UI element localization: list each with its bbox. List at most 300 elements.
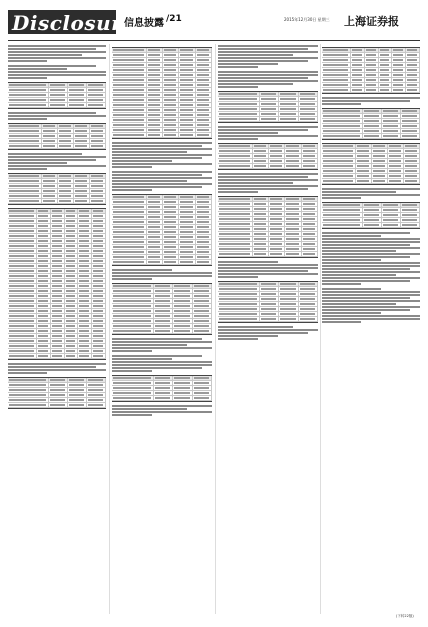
table-cell <box>351 83 365 87</box>
table-cell <box>388 174 404 178</box>
table-cell <box>392 88 406 92</box>
table-cell <box>379 73 393 77</box>
table-cell <box>388 169 404 173</box>
table-cell <box>365 48 379 52</box>
table-cell <box>49 88 68 92</box>
table-cell <box>8 174 42 178</box>
table-cell <box>78 294 92 298</box>
text-line <box>8 153 82 155</box>
table-cell <box>112 123 147 127</box>
text-line <box>218 173 318 175</box>
table-cell <box>279 112 298 116</box>
table-cell <box>147 118 163 122</box>
table-cell <box>379 88 393 92</box>
table-cell <box>65 234 79 238</box>
table-cell <box>78 219 92 223</box>
table-cell <box>379 58 393 62</box>
table-cell <box>279 92 298 96</box>
table-cell <box>37 264 51 268</box>
data-table <box>112 375 212 402</box>
table-cell <box>269 197 285 201</box>
table-cell <box>179 98 195 102</box>
table-cell <box>65 249 79 253</box>
text-line <box>112 347 212 349</box>
table-cell <box>193 329 212 333</box>
data-table <box>218 143 318 170</box>
table-cell <box>154 294 173 298</box>
table-cell <box>299 282 318 286</box>
table-cell <box>92 279 106 283</box>
text-line <box>112 350 152 352</box>
table-cell <box>37 224 51 228</box>
table-cell <box>154 391 173 395</box>
table-cell <box>302 212 318 216</box>
table-cell <box>147 123 163 127</box>
table-cell <box>218 237 253 241</box>
text-line <box>322 188 420 190</box>
table-cell <box>65 309 79 313</box>
table-cell <box>163 98 179 102</box>
table-cell <box>196 63 212 67</box>
table-cell <box>196 215 212 219</box>
table-cell <box>196 73 212 77</box>
table-cell <box>78 289 92 293</box>
table-cell <box>112 255 147 259</box>
continued-note: (下转22版) <box>396 614 414 618</box>
table-cell <box>372 154 388 158</box>
table-cell <box>173 391 192 395</box>
table-cell <box>163 58 179 62</box>
table-cell <box>260 297 279 301</box>
table-cell <box>8 304 37 308</box>
table-cell <box>49 388 68 392</box>
table-cell <box>112 235 147 239</box>
table-cell <box>401 208 420 212</box>
table-cell <box>112 260 147 264</box>
table-cell <box>147 108 163 112</box>
table-cell <box>163 83 179 87</box>
table-cell <box>112 289 154 293</box>
text-line <box>322 306 420 308</box>
text-line <box>218 77 308 79</box>
table-cell <box>49 83 68 87</box>
table-cell <box>112 250 147 254</box>
table-cell <box>147 195 163 199</box>
table-cell <box>285 252 301 256</box>
table-cell <box>147 83 163 87</box>
text-line <box>218 71 318 73</box>
table-cell <box>260 312 279 316</box>
table-cell <box>42 174 58 178</box>
text-line <box>112 145 202 147</box>
table-cell <box>65 324 79 328</box>
table-cell <box>392 58 406 62</box>
table-cell <box>365 73 379 77</box>
table-cell <box>351 58 365 62</box>
table-cell <box>322 218 363 222</box>
data-table <box>218 281 318 323</box>
table-cell <box>58 144 74 148</box>
text-line <box>322 265 420 267</box>
table-cell <box>351 48 365 52</box>
table-cell <box>147 260 163 264</box>
table-cell <box>379 78 393 82</box>
table-cell <box>269 207 285 211</box>
table-cell <box>37 239 51 243</box>
table-cell <box>196 250 212 254</box>
table-cell <box>51 339 65 343</box>
text-line <box>8 168 47 170</box>
table-cell <box>388 159 404 163</box>
table-cell <box>279 292 298 296</box>
table-cell <box>68 88 87 92</box>
table-cell <box>401 109 420 113</box>
table-cell <box>218 207 253 211</box>
table-cell <box>37 294 51 298</box>
text-line <box>218 66 258 68</box>
table-cell <box>49 103 68 107</box>
table-cell <box>37 209 51 213</box>
table-cell <box>51 294 65 298</box>
table-cell <box>147 245 163 249</box>
text-line <box>218 83 293 85</box>
table-cell <box>8 403 49 407</box>
table-cell <box>68 93 87 97</box>
table-cell <box>196 210 212 214</box>
table-cell <box>179 220 195 224</box>
table-cell <box>74 189 90 193</box>
table-cell <box>8 289 37 293</box>
disclosure-banner <box>8 10 136 35</box>
table-cell <box>299 112 318 116</box>
text-line <box>218 338 258 340</box>
table-cell <box>37 299 51 303</box>
table-cell <box>37 309 51 313</box>
table-cell <box>78 214 92 218</box>
table-cell <box>196 205 212 209</box>
text-line <box>218 185 318 187</box>
table-cell <box>112 304 154 308</box>
table-cell <box>37 269 51 273</box>
column-divider <box>215 44 216 614</box>
text-line <box>8 74 106 76</box>
text-line <box>112 183 212 185</box>
table-cell <box>260 97 279 101</box>
data-table <box>322 47 420 94</box>
table-cell <box>8 83 49 87</box>
text-line <box>8 68 67 70</box>
table-cell <box>112 128 147 132</box>
table-cell <box>372 159 388 163</box>
text-line <box>218 335 278 337</box>
table-cell <box>269 212 285 216</box>
table-cell <box>392 48 406 52</box>
text-line <box>112 405 212 407</box>
table-cell <box>74 199 90 203</box>
text-line <box>218 191 258 193</box>
text-line <box>322 232 410 234</box>
text-line <box>112 189 152 191</box>
table-cell <box>74 134 90 138</box>
table-cell <box>37 354 51 358</box>
table-cell <box>392 53 406 57</box>
table-cell <box>269 222 285 226</box>
table-cell <box>401 223 420 227</box>
table-cell <box>8 309 37 313</box>
table-cell <box>404 159 420 163</box>
table-cell <box>218 197 253 201</box>
table-cell <box>154 329 173 333</box>
table-row <box>8 199 106 204</box>
table-cell <box>302 154 318 158</box>
table-cell <box>302 222 318 226</box>
table-cell <box>112 225 147 229</box>
table-cell <box>173 294 192 298</box>
data-table <box>8 82 106 109</box>
table-cell <box>193 386 212 390</box>
table-cell <box>74 184 90 188</box>
table-cell <box>112 68 147 72</box>
table-cell <box>163 225 179 229</box>
table-cell <box>173 381 192 385</box>
table-cell <box>285 207 301 211</box>
table-cell <box>253 197 269 201</box>
table-cell <box>58 124 74 128</box>
table-cell <box>299 312 318 316</box>
text-line <box>112 341 212 343</box>
table-row <box>112 329 212 334</box>
table-cell <box>112 48 147 52</box>
table-cell <box>90 129 106 133</box>
table-cell <box>112 314 154 318</box>
table-cell <box>218 282 260 286</box>
table-cell <box>196 118 212 122</box>
text-line <box>322 100 410 102</box>
table-cell <box>253 242 269 246</box>
table-cell <box>322 203 363 207</box>
table-cell <box>92 289 106 293</box>
table-cell <box>322 223 363 227</box>
text-line <box>218 270 308 272</box>
body-paragraph <box>8 112 106 120</box>
table-cell <box>92 319 106 323</box>
table-cell <box>401 119 420 123</box>
table-cell <box>51 329 65 333</box>
table-cell <box>382 119 401 123</box>
table-cell <box>92 304 106 308</box>
table-cell <box>302 159 318 163</box>
table-cell <box>392 78 406 82</box>
table-cell <box>196 260 212 264</box>
table-cell <box>51 309 65 313</box>
table-cell <box>92 224 106 228</box>
text-line <box>112 408 187 410</box>
table-cell <box>279 282 298 286</box>
text-line <box>218 57 318 59</box>
data-table <box>322 202 420 229</box>
body-paragraph <box>218 326 318 340</box>
table-cell <box>92 339 106 343</box>
table-row <box>8 354 106 359</box>
text-line <box>322 315 420 317</box>
table-cell <box>8 199 42 203</box>
data-table <box>322 108 420 140</box>
table-cell <box>285 232 301 236</box>
text-line <box>112 411 212 413</box>
table-cell <box>51 279 65 283</box>
table-cell <box>179 118 195 122</box>
table-cell <box>37 319 51 323</box>
table-cell <box>51 249 65 253</box>
table-cell <box>253 222 269 226</box>
table-cell <box>65 279 79 283</box>
text-line <box>8 159 96 161</box>
table-cell <box>92 314 106 318</box>
table-cell <box>42 129 58 133</box>
table-cell <box>269 149 285 153</box>
table-cell <box>218 312 260 316</box>
table-cell <box>163 235 179 239</box>
table-cell <box>260 307 279 311</box>
table-cell <box>112 113 147 117</box>
table-cell <box>78 209 92 213</box>
table-cell <box>163 210 179 214</box>
table-cell <box>322 78 351 82</box>
table-cell <box>147 250 163 254</box>
text-line <box>112 174 202 176</box>
table-cell <box>196 235 212 239</box>
text-line <box>322 235 381 237</box>
table-cell <box>279 312 298 316</box>
body-paragraph <box>218 126 318 140</box>
table-cell <box>382 208 401 212</box>
table-cell <box>51 269 65 273</box>
table-cell <box>356 149 372 153</box>
table-cell <box>74 179 90 183</box>
table-cell <box>92 329 106 333</box>
table-cell <box>379 53 393 57</box>
table-cell <box>279 117 298 121</box>
table-cell <box>49 403 68 407</box>
table-cell <box>356 144 372 148</box>
table-cell <box>92 299 106 303</box>
table-cell <box>8 224 37 228</box>
table-cell <box>196 123 212 127</box>
table-row <box>218 252 318 257</box>
table-cell <box>356 154 372 158</box>
table-cell <box>37 289 51 293</box>
table-cell <box>8 349 37 353</box>
table-cell <box>179 230 195 234</box>
table-cell <box>163 93 179 97</box>
table-cell <box>269 237 285 241</box>
table-cell <box>90 174 106 178</box>
table-cell <box>8 314 37 318</box>
body-paragraph <box>8 363 106 374</box>
table-cell <box>37 344 51 348</box>
table-row <box>8 144 106 149</box>
table-cell <box>37 304 51 308</box>
table-cell <box>92 249 106 253</box>
table-cell <box>8 388 49 392</box>
table-cell <box>51 264 65 268</box>
table-cell <box>112 386 154 390</box>
table-cell <box>218 112 260 116</box>
table-cell <box>147 128 163 132</box>
table-cell <box>154 299 173 303</box>
table-cell <box>8 264 37 268</box>
table-cell <box>65 224 79 228</box>
table-cell <box>112 215 147 219</box>
table-cell <box>163 230 179 234</box>
text-line <box>112 272 212 274</box>
table-cell <box>179 53 195 57</box>
table-cell <box>51 209 65 213</box>
body-paragraph <box>322 288 420 323</box>
table-cell <box>163 48 179 52</box>
table-cell <box>49 398 68 402</box>
text-line <box>322 262 420 264</box>
table-cell <box>379 63 393 67</box>
table-cell <box>406 63 420 67</box>
table-cell <box>8 259 37 263</box>
table-cell <box>42 139 58 143</box>
table-cell <box>163 260 179 264</box>
table-cell <box>147 235 163 239</box>
table-cell <box>299 92 318 96</box>
text-line <box>218 176 308 178</box>
table-cell <box>179 63 195 67</box>
table-cell <box>173 289 192 293</box>
table-cell <box>163 68 179 72</box>
table-cell <box>65 319 79 323</box>
table-cell <box>78 254 92 258</box>
table-cell <box>154 381 173 385</box>
table-cell <box>173 386 192 390</box>
table-cell <box>302 237 318 241</box>
table-cell <box>87 388 106 392</box>
table-cell <box>163 103 179 107</box>
table-cell <box>363 223 382 227</box>
text-line <box>218 54 293 56</box>
text-line <box>218 80 318 82</box>
table-cell <box>147 230 163 234</box>
text-line <box>218 267 318 269</box>
table-cell <box>365 63 379 67</box>
table-cell <box>8 179 42 183</box>
table-cell <box>269 144 285 148</box>
table-cell <box>365 58 379 62</box>
table-cell <box>285 212 301 216</box>
table-cell <box>372 144 388 148</box>
table-cell <box>78 239 92 243</box>
table-cell <box>92 334 106 338</box>
table-cell <box>196 58 212 62</box>
text-line <box>218 273 318 275</box>
text-line <box>8 156 106 158</box>
body-paragraph <box>112 142 212 168</box>
table-cell <box>173 396 192 400</box>
table-cell <box>147 58 163 62</box>
table-cell <box>112 200 147 204</box>
text-line <box>112 154 212 156</box>
body-paragraph <box>112 355 212 372</box>
table-cell <box>163 78 179 82</box>
table-cell <box>285 154 301 158</box>
table-cell <box>193 309 212 313</box>
table-cell <box>154 396 173 400</box>
table-cell <box>78 354 92 358</box>
